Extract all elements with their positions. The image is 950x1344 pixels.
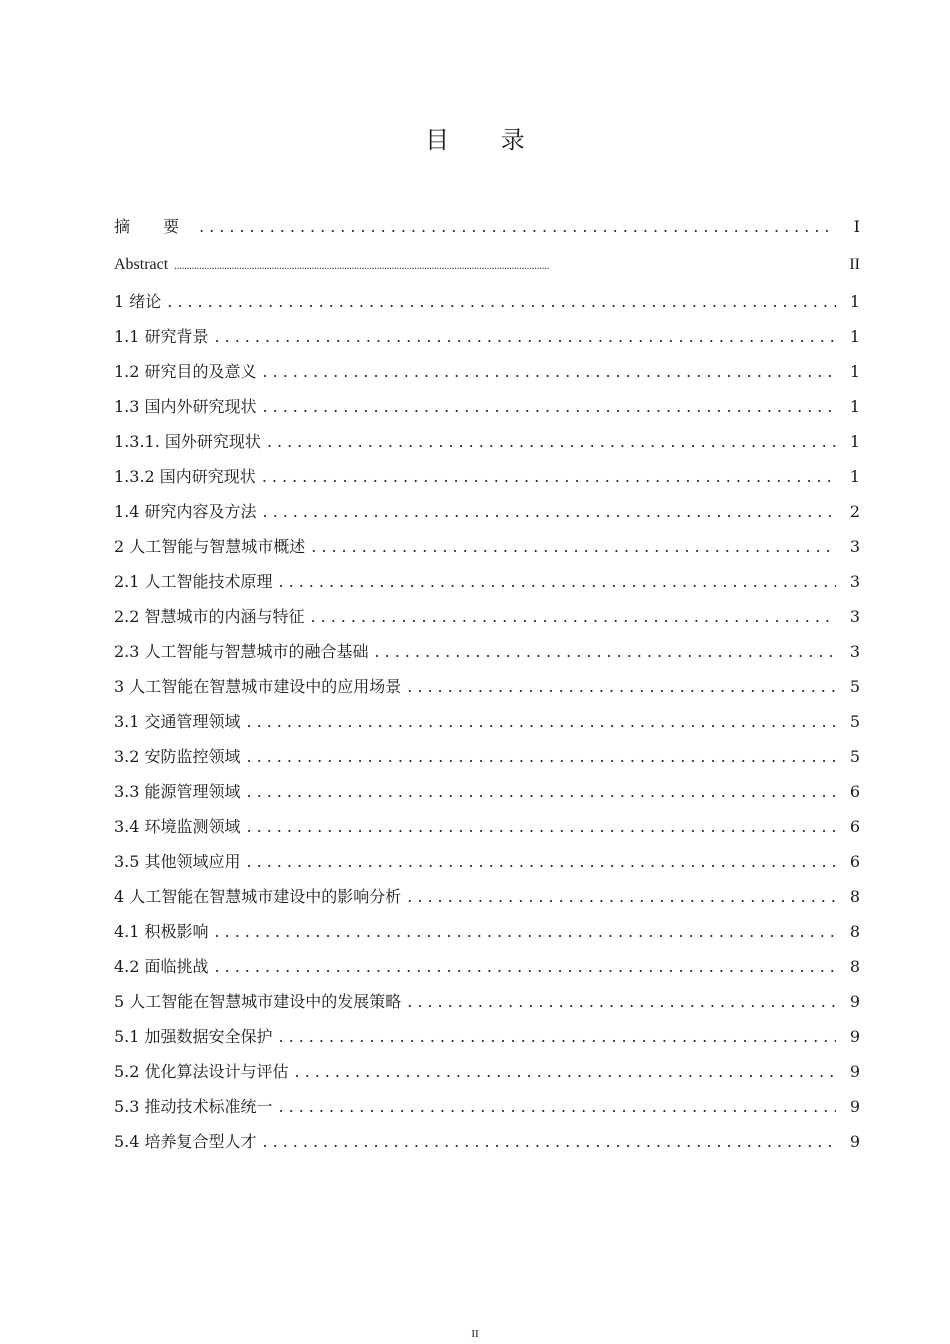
toc-entry-label: 2.2 智慧城市的内涵与特征 — [114, 607, 305, 626]
toc-leader-dots — [247, 774, 836, 809]
page-title: 目 录 — [425, 126, 547, 154]
toc-entry-page: 1 — [849, 432, 860, 451]
toc-entry-label: 5.2 优化算法设计与评估 — [114, 1062, 289, 1081]
toc-entry-label: 2 人工智能与智慧城市概述 — [114, 537, 306, 556]
toc-entry-label: 3.4 环境监测领域 — [114, 817, 241, 836]
toc-entry-label: 1.2 研究目的及意义 — [114, 362, 257, 381]
toc-entry-page: II — [849, 256, 860, 273]
toc-leader-dots — [215, 949, 836, 984]
toc-entry-page: 1 — [849, 397, 860, 416]
toc-entry[interactable] — [114, 669, 860, 704]
toc-entry[interactable] — [114, 1089, 860, 1124]
toc-leader-dots — [263, 354, 836, 389]
toc-entry[interactable] — [114, 914, 860, 949]
toc-entry-page: 6 — [849, 852, 860, 871]
toc-entry[interactable] — [114, 494, 860, 529]
toc-entry[interactable] — [114, 284, 860, 319]
toc-entry-page: 3 — [849, 572, 860, 591]
toc-entry-label: 4.2 面临挑战 — [114, 957, 209, 976]
toc-entry[interactable] — [114, 844, 860, 879]
toc-entry-page: 3 — [849, 642, 860, 661]
toc-leader-dots — [407, 669, 836, 704]
toc-leader-dots — [247, 704, 836, 739]
toc-leader-dots — [167, 284, 836, 319]
toc-entry[interactable] — [114, 984, 860, 1019]
toc-entry[interactable] — [114, 564, 860, 599]
toc-entry-page: 9 — [849, 1097, 860, 1116]
toc-leader-dots — [279, 1089, 836, 1124]
toc-entry-label: 1 绪论 — [114, 292, 162, 311]
toc-entry-page: 1 — [849, 362, 860, 381]
toc-entry-label: 2.1 人工智能技术原理 — [114, 572, 273, 591]
toc-entry-label: 2.3 人工智能与智慧城市的融合基础 — [114, 642, 369, 661]
toc-entry[interactable] — [114, 599, 860, 634]
footer-page-number: II — [471, 1328, 479, 1340]
toc-entry[interactable] — [114, 208, 860, 245]
toc-entry[interactable] — [114, 319, 860, 354]
toc-entry[interactable] — [114, 529, 860, 564]
toc-leader-dots — [311, 599, 836, 634]
toc-entry-label: 1.3.2 国内研究现状 — [114, 467, 256, 486]
toc-entry-label: 5.3 推动技术标准统一 — [114, 1097, 273, 1116]
toc-entry-page: 5 — [849, 747, 860, 766]
toc-entry[interactable] — [114, 739, 860, 774]
toc-leader-dots — [215, 319, 836, 354]
toc-entry-page: 1 — [849, 467, 860, 486]
toc-leader-dots — [262, 459, 836, 494]
toc-entry-label: 3 人工智能在智慧城市建设中的应用场景 — [114, 677, 402, 696]
toc-entry-label: 1.3.1. 国外研究现状 — [114, 432, 261, 451]
toc-entry-label: 3.3 能源管理领域 — [114, 782, 241, 801]
toc-entry-page: I — [853, 217, 860, 236]
toc-leader-dots — [407, 879, 836, 914]
toc-entry-page: 9 — [849, 1132, 860, 1151]
table-of-contents — [114, 208, 860, 1159]
toc-entry[interactable] — [114, 1054, 860, 1089]
toc-entry-page: 5 — [849, 677, 860, 696]
toc-entry-label: 1.3 国内外研究现状 — [114, 397, 257, 416]
toc-entry-label: 4 人工智能在智慧城市建设中的影响分析 — [114, 887, 402, 906]
toc-entry[interactable] — [114, 634, 860, 669]
toc-leader-dots — [199, 208, 836, 245]
toc-leader-dots — [311, 529, 836, 564]
toc-entry[interactable] — [114, 1019, 860, 1054]
toc-entry[interactable] — [114, 424, 860, 459]
toc-entry-label: 4.1 积极影响 — [114, 922, 209, 941]
toc-leader-dots — [407, 984, 836, 1019]
toc-entry-page: 8 — [849, 887, 860, 906]
toc-entry-page: 6 — [849, 817, 860, 836]
toc-entry-page: 1 — [849, 292, 860, 311]
toc-entry-label: Abstract — [114, 256, 169, 273]
toc-leader-dots — [279, 1019, 836, 1054]
toc-entry-label: 3.2 安防监控领域 — [114, 747, 241, 766]
toc-entry[interactable] — [114, 879, 860, 914]
toc-leader-dots — [263, 1124, 836, 1159]
toc-entry[interactable] — [114, 949, 860, 984]
toc-leader-dots — [279, 564, 836, 599]
toc-entry-page: 6 — [849, 782, 860, 801]
toc-entry-page: 1 — [849, 327, 860, 346]
toc-entry[interactable] — [114, 809, 860, 844]
toc-leader-dots — [267, 424, 836, 459]
toc-leader-dots — [295, 1054, 836, 1089]
toc-entry-page: 8 — [849, 922, 860, 941]
toc-entry-label: 5 人工智能在智慧城市建设中的发展策略 — [114, 992, 402, 1011]
toc-entry[interactable] — [114, 704, 860, 739]
toc-leader-dots — [215, 914, 836, 949]
toc-leader-dots — [263, 389, 836, 424]
toc-entry[interactable] — [114, 774, 860, 809]
toc-leader-dots — [247, 844, 836, 879]
toc-entry-label: 3.1 交通管理领域 — [114, 712, 241, 731]
toc-entry-page: 2 — [849, 502, 860, 521]
toc-leader-dots — [375, 634, 836, 669]
toc-leader-dots — [263, 494, 836, 529]
toc-entry[interactable] — [114, 459, 860, 494]
toc-entry-label: 1.1 研究背景 — [114, 327, 209, 346]
toc-entry-page: 9 — [849, 1027, 860, 1046]
toc-entry-page: 3 — [849, 607, 860, 626]
toc-entry-page: 3 — [849, 537, 860, 556]
toc-leader-dots — [174, 247, 836, 284]
toc-entry-label: 摘 要 — [114, 217, 194, 236]
toc-entry-page: 9 — [849, 992, 860, 1011]
toc-entry-label: 5.1 加强数据安全保护 — [114, 1027, 273, 1046]
toc-entry[interactable] — [114, 389, 860, 424]
toc-leader-dots — [247, 809, 836, 844]
toc-entry[interactable] — [114, 245, 860, 284]
toc-entry-page: 9 — [849, 1062, 860, 1081]
toc-entry-label: 3.5 其他领域应用 — [114, 852, 241, 871]
toc-leader-dots — [247, 739, 836, 774]
toc-entry-label: 5.4 培养复合型人才 — [114, 1132, 257, 1151]
toc-entry-page: 5 — [849, 712, 860, 731]
toc-entry[interactable] — [114, 354, 860, 389]
toc-entry-label: 1.4 研究内容及方法 — [114, 502, 257, 521]
toc-entry-page: 8 — [849, 957, 860, 976]
toc-entry[interactable] — [114, 1124, 860, 1159]
